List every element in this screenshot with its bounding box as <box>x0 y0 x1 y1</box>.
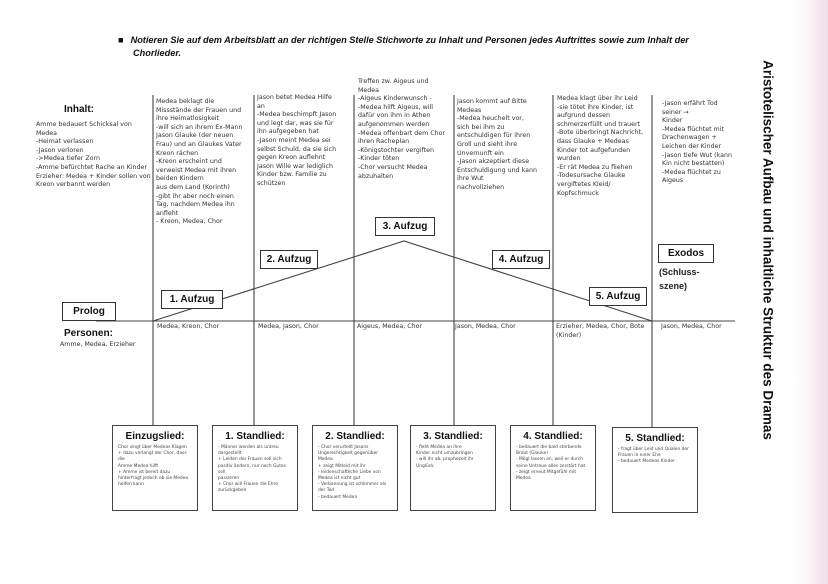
instruction-text-cont: Chorlieder. <box>133 48 181 58</box>
act2-content: Jason betet Medea Hilfe an -Medea beschimpft Jason und legt dar, was sie für ihn aufgegeben hat -Jason meint Medea sei selbst Schuld, da sie sich gegen Kreon auflehnt Jason Wille war lediglich Kinder bzw. Familie zu schützen <box>257 94 337 187</box>
act5-persons: Erzieher, Medea, Chor, Bote (Kinder) <box>556 323 645 339</box>
side-title <box>748 10 788 490</box>
song-title: 5. Standlied: <box>625 433 685 444</box>
song-text: - Männer werden als untreu dargestellt + Leiden der Frauen soll sich positiv ändern, nur noch Gutes soll passieren + Chor will Frauen die Ehre zurückgeben <box>218 445 286 494</box>
song-title: 3. Standlied: <box>423 431 483 442</box>
act-2-box: 2. Aufzug <box>260 250 318 269</box>
exodos-box: Exodos <box>658 244 714 263</box>
act-3-box: 3. Aufzug <box>375 217 435 236</box>
act1-content: Medea beklagt die Missstände der Frauen und ihre Heimatlosigkeit -will sich an ihrem Ex-Mann Jason Glauke (der neuen Frau) und an Glaukes Vater Kreon rächen -Kreon erscheint und verweist Medea mit ihren beiden Kindern aus dem Land (Korinth) -gibt ihr aber noch einen Tag, nachdem Medea ihn anfleht - Kreon, Medea, Chor <box>156 98 243 226</box>
act4-content: Jason kommt auf Bitte Medeas -Medea heuchelt vor, sich bei ihm zu entschuldigen für ihren Groll und sieht ihre Unvernunft ein -Jason akzeptiert diese Entschuldigung und kann ihre Wut nachvollziehen <box>457 98 537 191</box>
song-box-standlied-4 <box>510 425 596 511</box>
side-title-text: Aristotelischer Aufbau und inhaltliche Struktur des Dramas <box>760 60 776 440</box>
song-box-standlied-2 <box>312 425 398 511</box>
act-4-box: 4. Aufzug <box>492 250 550 269</box>
song-text: - Chor verurteilt Jasons Ungerechtigkeit gegenüber Medea + zeigt Mitleid mit ihr - leidenschaftliche Liebe von Medea ist nicht gut - Verbannung ist schlimmer als der Tod - bedauert Medea <box>318 445 387 500</box>
song-title: 1. Standlied: <box>225 431 285 442</box>
act2-persons: Medea, Jason, Chor <box>258 323 319 330</box>
act-1-box: 1. Aufzug <box>161 290 223 309</box>
exodos-content: -Jason erfährt Tod seiner → Kinder -Medea flüchtet mit Drachenwagen + Leichen der Kinder -Jason tiefe Wut (kann Kin nicht bestatten) -Medea flüchtet zu Aigeus <box>662 100 732 185</box>
song-text: - fragt über Leid und Qualen der Frauen in einer Ehe - bedauert Medeas Kinder <box>618 447 689 465</box>
song-box-standlied-3 <box>410 425 496 511</box>
inhalt-label: Inhalt: <box>64 104 94 115</box>
act4-persons: Jason, Medea, Chor <box>455 323 516 330</box>
exodos-subtitle: (Schluss- szene) <box>659 267 700 291</box>
act3-content: Treffen zw. Aigeus und Medea -Aigeus Kinderwunsch - -Medea hilft Aigeus, will dafür von ihm in Athen aufgenommen werden -Medea offenbart dem Chor ihren Racheplan -Königstochter vergiften -Kinder töten -Chor versucht Medea abzuhalten <box>358 78 446 180</box>
side-strip <box>795 0 828 584</box>
song-title: 2. Standlied: <box>325 431 385 442</box>
act-5-box: 5. Aufzug <box>589 287 647 306</box>
exodos-persons: Jason, Medea, Chor <box>661 323 722 330</box>
song-box-standlied-1 <box>212 425 298 511</box>
instruction-text: Notieren Sie auf dem Arbeitsblatt an der richtigen Stelle Stichworte zu Inhalt und Personen jedes Auftrittes sowie zum Inhalt der <box>130 35 689 45</box>
song-text: - bedauert die bald sterbende Braut (Glauke) - Mögl lassen an, weil er durch seine Untreue alles zerstört hat - zeigt erneut Mitgefühl mit Medea <box>516 445 586 482</box>
act1-persons: Medea, Kreon, Chor <box>157 323 220 330</box>
act3-persons: Aigeus, Medea, Chor <box>357 323 423 330</box>
song-text: - fleht Medea an ihre Kinder nicht umzubringen - will ihr ab, prophezeit ihr Unglück <box>416 445 474 469</box>
song-box-standlied-5 <box>612 427 698 513</box>
bullet-icon: ■ <box>118 35 124 45</box>
personen-label: Personen: <box>64 328 113 339</box>
song-title: Einzugslied: <box>125 431 185 442</box>
song-box-einzugslied <box>112 425 198 511</box>
act5-content: Medea klagt über ihr Leid -sie tötet ihre Kinder, ist aufgrund dessen schmerzerfüllt und trauert -Bote überbringt Nachricht, dass Glauke + Medeas Kinder tot aufgefunden wurden -Er rät Medea zu fliehen -Todesursache Glauke vergiftetes Kleid/ Kopfschmuck <box>557 95 644 197</box>
prolog-box: Prolog <box>62 302 116 321</box>
prolog-content: Amme bedauert Schicksal von Medea -Heimat verlassen -Jason verloren ->Medea tiefer Zorn -Amme befürchtet Rache an Kinder Erzieher: Medea + Kinder sollen von Kreon verbannt werden <box>36 121 151 189</box>
dramatic-arc <box>153 241 652 321</box>
prolog-persons: Amme, Medea, Erzieher <box>60 341 136 348</box>
song-text: Chor singt über Medeas Klagen + dazu verlangt der Chor, dass die Amme Medea hilft + Amme ist bereit dazu hinterfragt jedoch ob sie Medea helfen kann <box>118 445 189 488</box>
song-title: 4. Standlied: <box>523 431 583 442</box>
